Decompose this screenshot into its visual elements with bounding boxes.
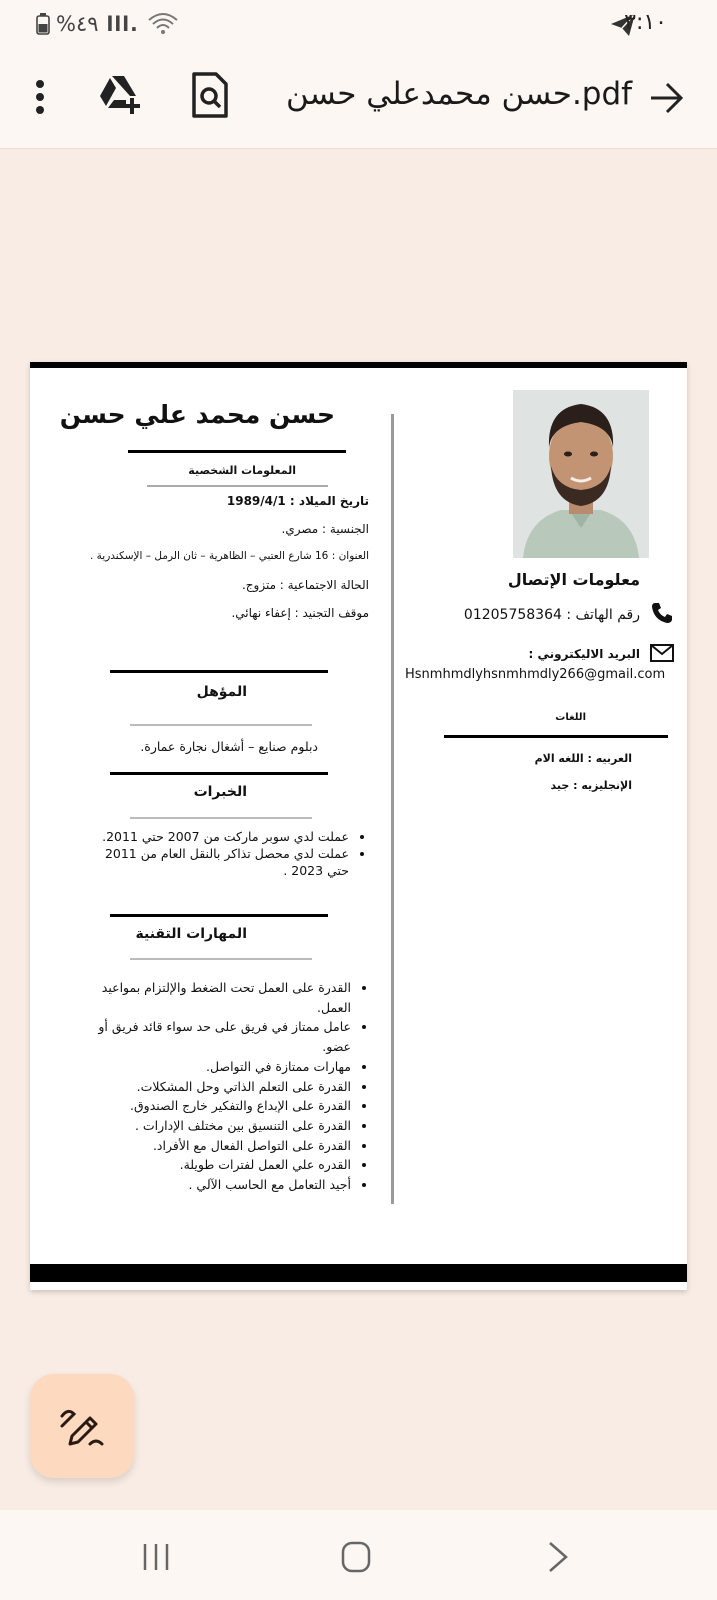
home-icon[interactable] — [340, 1540, 372, 1574]
list-item: • القدرة على التعلم الذاتي وحل المشكلات. — [86, 1077, 351, 1097]
document-title: حسن محمدعلي حسن.pdf — [286, 76, 633, 112]
experience-grey-rule — [130, 817, 312, 819]
contact-heading: معلومات الإتصال — [507, 570, 640, 589]
list-item: • القدره علي العمل لفترات طويلة. — [86, 1155, 351, 1175]
system-nav-bar — [0, 1510, 717, 1600]
back-chevron-icon[interactable] — [546, 1540, 570, 1574]
skills-heading: المهارات التقنية — [135, 926, 247, 942]
app-toolbar — [0, 50, 717, 149]
skills-grey-rule — [130, 958, 312, 960]
profile-photo — [513, 390, 649, 558]
qualification-heading: المؤهل — [196, 684, 247, 700]
cv-name: حسن محمد علي حسن — [59, 400, 335, 429]
wifi-icon — [147, 12, 179, 36]
add-to-drive-icon[interactable] — [96, 72, 144, 116]
qualification-rule — [110, 670, 328, 673]
skills-rule — [110, 914, 328, 917]
address: العنوان : 16 شارع العتبي – الظاهرية – ثان الرمل – الإسكندرية . — [89, 550, 369, 562]
experience-heading: الخبرات — [193, 784, 247, 800]
experience-rule — [110, 772, 328, 775]
marital-status: الحالة الاجتماعية : متزوج. — [241, 578, 369, 592]
list-item: • عملت لدي محصل تذاكر بالنقل العام من 2011 حتي 2023 . — [84, 845, 349, 879]
email-label: البريد الاليكتروني : — [528, 647, 640, 661]
email-address: Hsnmhmdlyhsnmhmdly266@gmail.com — [405, 667, 666, 682]
personal-info-heading: المعلومات الشخصية — [188, 464, 296, 477]
list-item: • القدرة على الإبداع والتفكير خارج الصندوق. — [86, 1096, 351, 1116]
nationality: الجنسية : مصري. — [281, 522, 369, 536]
status-bar — [0, 0, 717, 50]
clock: ٣:١٠ — [624, 10, 667, 35]
forward-arrow-icon[interactable] — [647, 80, 687, 116]
qualification-grey-rule — [130, 724, 312, 726]
find-in-document-icon[interactable] — [190, 72, 230, 118]
language-arabic: العربيه : اللغه الام — [534, 752, 632, 765]
phone-number: رقم الهاتف : 01205758364 — [463, 607, 640, 623]
signal-icon: lll. — [106, 12, 139, 36]
recents-icon[interactable] — [140, 1542, 172, 1572]
qualification-text: دبلوم صنايع – أشغال نجارة عمارة. — [140, 739, 318, 754]
column-divider — [391, 414, 394, 1204]
list-item: • عامل ممتاز في فريق على حد سواء قائد فريق أو عضو. — [86, 1017, 351, 1056]
birth-date: تاريخ الميلاد : 1989/4/1 — [226, 494, 369, 508]
battery-icon — [36, 13, 50, 35]
list-item: • عملت لدي سوبر ماركت من 2007 حتي 2011. — [84, 828, 349, 845]
more-options-icon[interactable] — [28, 72, 52, 122]
pdf-page — [30, 362, 687, 1290]
page-bottom-rule — [30, 1264, 687, 1282]
mail-icon — [650, 644, 674, 662]
languages-heading: اللغات — [555, 712, 586, 723]
experience-list — [84, 828, 365, 879]
name-rule — [128, 450, 346, 453]
list-item: • مهارات ممتازة في التواصل. — [86, 1057, 351, 1077]
battery-percent: %٤٩ — [56, 12, 99, 36]
list-item: • القدرة على التواصل الفعال مع الأفراد. — [86, 1136, 351, 1156]
page-top-rule — [30, 362, 687, 368]
list-item: • أجيد التعامل مع الحاسب الآلي . — [86, 1175, 351, 1195]
edit-button[interactable] — [30, 1374, 134, 1478]
skills-list — [86, 978, 367, 1195]
list-item: • القدرة على العمل تحت الضغط والإلتزام بمواعيد العمل. — [86, 978, 351, 1017]
status-indicators — [36, 12, 179, 36]
military-status: موقف التجنيد : إعفاء نهائي. — [231, 606, 369, 620]
phone-icon — [651, 602, 673, 624]
edit-pen-icon — [58, 1404, 106, 1448]
languages-rule — [444, 735, 668, 738]
personal-info-rule — [147, 485, 328, 487]
language-english: الإنجليزيه : جيد — [550, 779, 632, 792]
list-item: • القدرة على التنسيق بين مختلف الإدارات . — [86, 1116, 351, 1136]
